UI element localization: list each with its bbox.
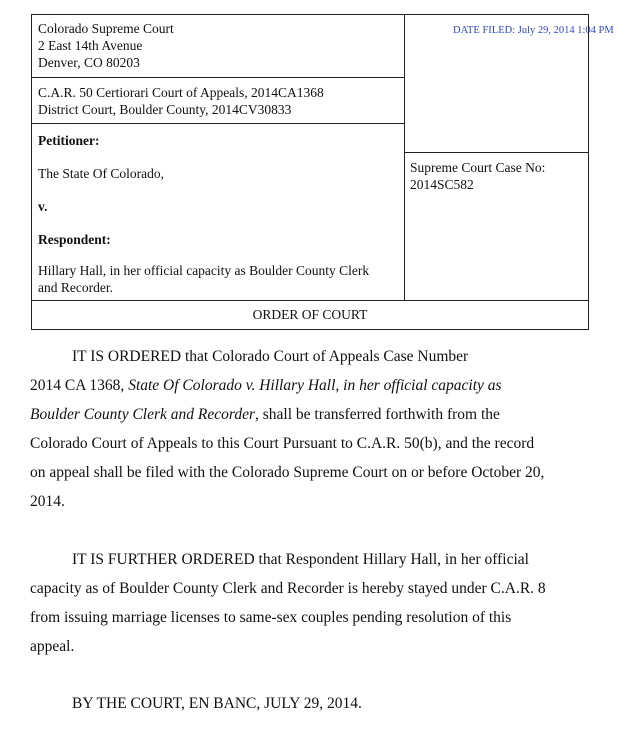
filing-stamp-area bbox=[405, 15, 588, 153]
supreme-court-case-cell bbox=[405, 153, 588, 199]
para1-transfer-text: , shall be transferred forthwith from the bbox=[255, 406, 500, 423]
parties-cell bbox=[32, 124, 404, 300]
respondent-name-line1: Hillary Hall, in her official capacity as Boulder County Clerk bbox=[38, 263, 370, 278]
para1-line2 bbox=[30, 371, 600, 400]
para1-case-number: 2014 CA 1368, bbox=[30, 377, 129, 394]
by-the-court: BY THE COURT, EN BANC, JULY 29, 2014. bbox=[72, 695, 362, 712]
para1-line1: IT IS ORDERED that Colorado Court of Appeals Case Number bbox=[72, 348, 469, 365]
closing-line bbox=[30, 689, 600, 718]
district-case: District Court, Boulder County, 2014CV30833 bbox=[38, 102, 292, 117]
case-number: 2014SC582 bbox=[410, 177, 474, 192]
case-caption-box bbox=[31, 14, 589, 330]
para2-line3: from issuing marriage licenses to same-sex couples pending resolution of this bbox=[30, 609, 512, 626]
para1-case-style-cont: Boulder County Clerk and Recorder bbox=[30, 406, 255, 423]
court-city: Denver, CO 80203 bbox=[38, 55, 140, 70]
para1-line6: 2014. bbox=[30, 493, 65, 510]
para1-line5: on appeal shall be filed with the Colorado Supreme Court on or before October 20, bbox=[30, 464, 545, 481]
appeals-case: C.A.R. 50 Certiorari Court of Appeals, 2014CA1368 bbox=[38, 85, 324, 100]
date-filed-stamp: DATE FILED: July 29, 2014 1:04 PM bbox=[453, 25, 614, 36]
court-address-cell bbox=[32, 15, 404, 78]
para1-line4: Colorado Court of Appeals to this Court Pursuant to C.A.R. 50(b), and the record bbox=[30, 435, 535, 452]
caption-left-column bbox=[32, 15, 405, 300]
order-paragraph-1 bbox=[30, 342, 600, 516]
para2-line4: appeal. bbox=[30, 638, 75, 655]
para2-line1: IT IS FURTHER ORDERED that Respondent Hillary Hall, in her official bbox=[72, 551, 529, 568]
court-street: 2 East 14th Avenue bbox=[38, 38, 143, 53]
para1-case-style: State Of Colorado v. Hillary Hall, in her official capacity as bbox=[128, 377, 502, 394]
para2-line2: capacity as of Boulder County Clerk and Recorder is hereby stayed under C.A.R. 8 bbox=[30, 580, 546, 597]
court-name: Colorado Supreme Court bbox=[38, 21, 174, 36]
versus-label: v. bbox=[38, 199, 48, 214]
caption-right-column bbox=[405, 15, 588, 300]
lower-court-cases-cell bbox=[32, 78, 404, 124]
para1-line3 bbox=[30, 400, 600, 429]
petitioner-name: The State Of Colorado, bbox=[38, 166, 164, 181]
respondent-label: Respondent: bbox=[38, 232, 111, 247]
case-number-label: Supreme Court Case No: bbox=[410, 160, 546, 175]
petitioner-label: Petitioner: bbox=[38, 133, 100, 148]
respondent-name-line2: and Recorder. bbox=[38, 280, 113, 295]
order-title: ORDER OF COURT bbox=[32, 300, 588, 330]
order-paragraph-2 bbox=[30, 545, 600, 661]
